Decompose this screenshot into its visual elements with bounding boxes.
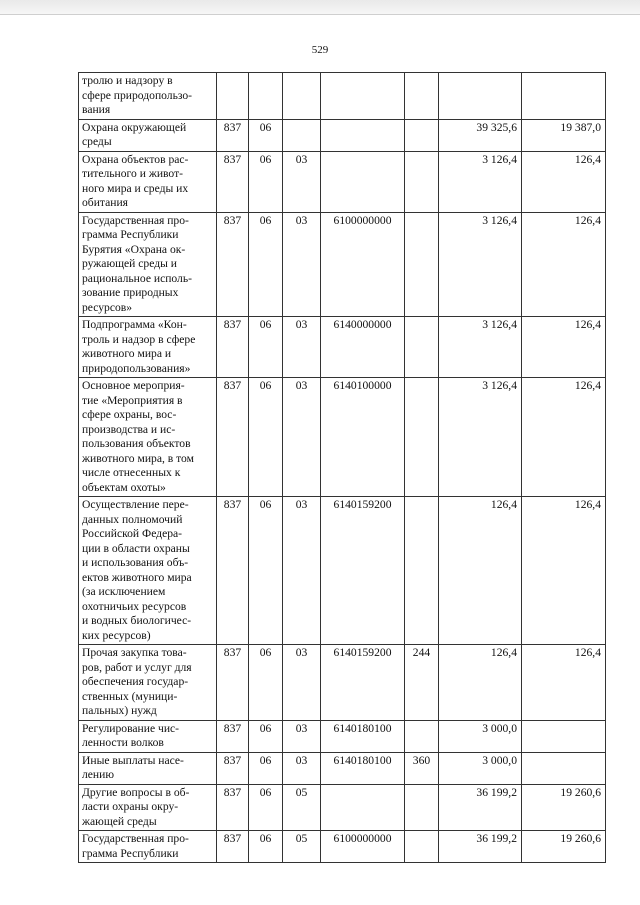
page-number: 529 (311, 44, 329, 56)
expense-type-code (405, 73, 439, 120)
row-name: Иные выплаты насе- лению (79, 752, 217, 784)
amount-1: 3 126,4 (439, 212, 522, 317)
row-name: Основное мероприя- тие «Мероприятия в сфере охраны, вос- производства и ис- пользования объектов животного мира, в том числе отнесенных к объектам охоты» (79, 378, 217, 497)
row-name: Прочая закупка това- ров, работ и услуг для обеспечения государ- ственных (муници- пальных) нужд (79, 645, 217, 721)
expense-type-code: 244 (405, 645, 439, 721)
expense-type-code (405, 831, 439, 863)
amount-2: 19 260,6 (522, 831, 606, 863)
amount-2: 126,4 (522, 151, 606, 212)
subsection-code: 03 (283, 720, 321, 752)
grbs-code: 837 (217, 119, 249, 151)
amount-2 (522, 720, 606, 752)
grbs-code: 837 (217, 378, 249, 497)
row-name: Другие вопросы в об- ласти охраны окру- жающей среды (79, 784, 217, 831)
expense-type-code: 360 (405, 752, 439, 784)
amount-2: 126,4 (522, 378, 606, 497)
expense-type-code (405, 119, 439, 151)
section-code: 06 (249, 378, 283, 497)
amount-2: 19 260,6 (522, 784, 606, 831)
section-code: 06 (249, 752, 283, 784)
row-name: Охрана окружающей среды (79, 119, 217, 151)
section-code: 06 (249, 720, 283, 752)
amount-1: 3 126,4 (439, 317, 522, 378)
amount-2: 19 387,0 (522, 119, 606, 151)
subsection-code: 03 (283, 317, 321, 378)
target-item-code: 6140000000 (321, 317, 405, 378)
table-row (79, 831, 606, 863)
target-item-code: 6140100000 (321, 378, 405, 497)
amount-1: 3 000,0 (439, 752, 522, 784)
grbs-code: 837 (217, 831, 249, 863)
expense-type-code (405, 497, 439, 645)
section-code: 06 (249, 831, 283, 863)
subsection-code: 03 (283, 752, 321, 784)
target-item-code (321, 119, 405, 151)
table-row (79, 784, 606, 831)
subsection-code: 03 (283, 378, 321, 497)
section-code: 06 (249, 784, 283, 831)
target-item-code: 6140159200 (321, 645, 405, 721)
table-row (79, 720, 606, 752)
expense-type-code (405, 784, 439, 831)
target-item-code: 6140180100 (321, 752, 405, 784)
amount-1 (439, 73, 522, 120)
grbs-code: 837 (217, 317, 249, 378)
table-row (79, 73, 606, 120)
table-row (79, 119, 606, 151)
amount-2: 126,4 (522, 212, 606, 317)
expense-type-code (405, 720, 439, 752)
row-name: Государственная про- грамма Республики (79, 831, 217, 863)
section-code: 06 (249, 645, 283, 721)
grbs-code: 837 (217, 645, 249, 721)
expense-type-code (405, 151, 439, 212)
section-code: 06 (249, 212, 283, 317)
amount-2 (522, 752, 606, 784)
row-name: Охрана объектов рас- тительного и живот- ного мира и среды их обитания (79, 151, 217, 212)
table-row (79, 645, 606, 721)
amount-1: 126,4 (439, 645, 522, 721)
row-name: Регулирование чис- ленности волков (79, 720, 217, 752)
section-code: 06 (249, 497, 283, 645)
subsection-code: 05 (283, 784, 321, 831)
row-name: Государственная про- грамма Республики Бурятия «Охрана ок- ружающей среды и рациональное исполь- зование природных ресурсов» (79, 212, 217, 317)
amount-1: 3 126,4 (439, 151, 522, 212)
budget-table (78, 72, 606, 863)
target-item-code: 6100000000 (321, 831, 405, 863)
row-name: Подпрограмма «Кон- троль и надзор в сфере животного мира и природопользования» (79, 317, 217, 378)
grbs-code: 837 (217, 784, 249, 831)
amount-2: 126,4 (522, 645, 606, 721)
amount-1: 3 000,0 (439, 720, 522, 752)
subsection-code: 03 (283, 645, 321, 721)
amount-1: 36 199,2 (439, 784, 522, 831)
table-row (79, 497, 606, 645)
amount-1: 36 199,2 (439, 831, 522, 863)
table-row (79, 752, 606, 784)
amount-1: 126,4 (439, 497, 522, 645)
target-item-code: 6140180100 (321, 720, 405, 752)
grbs-code (217, 73, 249, 120)
grbs-code: 837 (217, 497, 249, 645)
subsection-code: 05 (283, 831, 321, 863)
expense-type-code (405, 378, 439, 497)
expense-type-code (405, 317, 439, 378)
subsection-code (283, 73, 321, 120)
table-row (79, 212, 606, 317)
subsection-code: 03 (283, 151, 321, 212)
subsection-code: 03 (283, 497, 321, 645)
subsection-code: 03 (283, 212, 321, 317)
row-name: тролю и надзору в сфере природопользо- вания (79, 73, 217, 120)
section-code: 06 (249, 119, 283, 151)
scan-top-edge (0, 0, 640, 15)
target-item-code (321, 151, 405, 212)
amount-2 (522, 73, 606, 120)
section-code: 06 (249, 151, 283, 212)
amount-1: 3 126,4 (439, 378, 522, 497)
grbs-code: 837 (217, 151, 249, 212)
row-name: Осуществление пере- данных полномочий Российской Федера- ции в области охраны и использования объ- ектов животного мира (за исключением охотничьих ресурсов и водных биологичес- ких ресурсов) (79, 497, 217, 645)
amount-1: 39 325,6 (439, 119, 522, 151)
expense-type-code (405, 212, 439, 317)
section-code: 06 (249, 317, 283, 378)
table-row (79, 378, 606, 497)
grbs-code: 837 (217, 752, 249, 784)
table-row (79, 151, 606, 212)
target-item-code (321, 784, 405, 831)
section-code (249, 73, 283, 120)
target-item-code (321, 73, 405, 120)
grbs-code: 837 (217, 212, 249, 317)
grbs-code: 837 (217, 720, 249, 752)
table-row (79, 317, 606, 378)
amount-2: 126,4 (522, 317, 606, 378)
amount-2: 126,4 (522, 497, 606, 645)
target-item-code: 6100000000 (321, 212, 405, 317)
subsection-code (283, 119, 321, 151)
target-item-code: 6140159200 (321, 497, 405, 645)
